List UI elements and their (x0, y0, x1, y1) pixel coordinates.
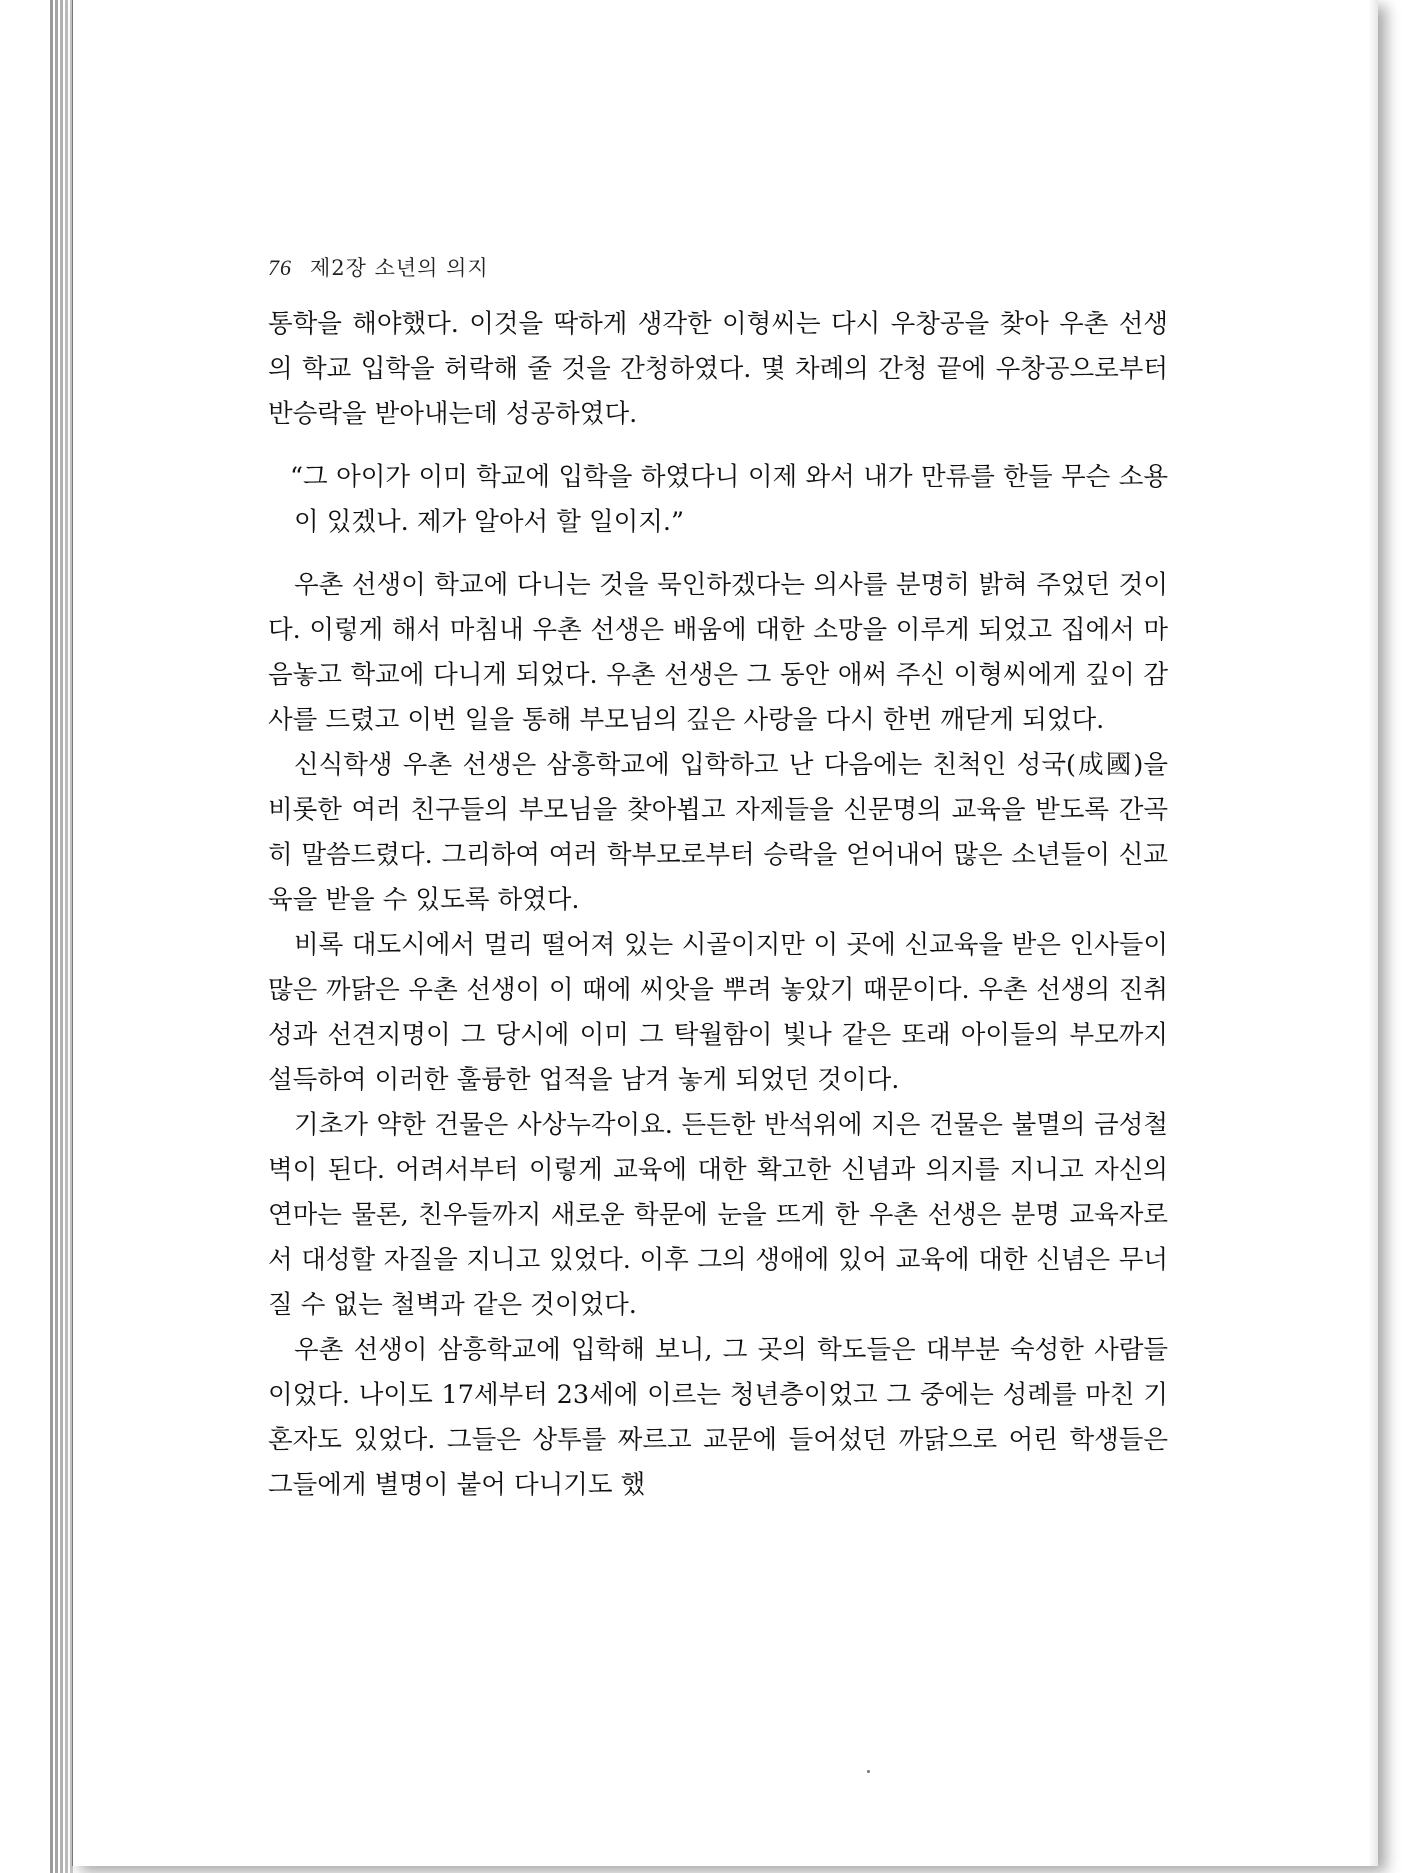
page-shade (1368, 0, 1378, 1866)
paragraph: 우촌 선생이 학교에 다니는 것을 묵인하겠다는 의사를 분명히 밝혀 주었던 것이다. 이렇게 해서 마침내 우촌 선생은 배움에 대한 소망을 이루게 되었고 집에서 마음놓고 학교에 다니게 되었다. 우촌 선생은 그 동안 애써 주신 이형씨에게 깊이 감사를 드렸고 이번 일을 통해 부모님의 깊은 사랑을 다시 한번 깨닫게 되었다. (268, 570, 1168, 735)
paragraph: 비록 대도시에서 멀리 떨어져 있는 시골이지만 이 곳에 신교육을 받은 인사들이 많은 까닭은 우촌 선생이 이 때에 씨앗을 뿌려 놓았기 때문이다. 우촌 선생의 진취성과 선견지명이 그 당시에 이미 그 탁월함이 빛나 같은 또래 아이들의 부모까지 설득하여 이러한 훌륭한 업적을 남겨 놓게 되었던 것이다. (268, 930, 1168, 1095)
paragraph: 기초가 약한 건물은 사상누각이요. 든든한 반석위에 지은 건물은 불멸의 금성철벽이 된다. 어려서부터 이렇게 교육에 대한 확고한 신념과 의지를 지니고 자신의 연마는 물론, 친우들까지 새로운 학문에 눈을 뜨게 한 우촌 선생은 분명 교육자로서 대성할 자질을 지니고 있었다. 이후 그의 생애에 있어 교육에 대한 신념은 무너질 수 없는 철벽과 같은 것이었다. (268, 1110, 1168, 1320)
scan-speck (867, 1770, 870, 1773)
running-header (268, 252, 489, 282)
quotation: “그 아이가 이미 학교에 입학을 하였다니 이제 와서 내가 만류를 한들 무슨 소용이 있겠나. 제가 알아서 할 일이지.” (290, 462, 1168, 537)
paragraph: 우촌 선생이 삼흥학교에 입학해 보니, 그 곳의 학도들은 대부분 숙성한 사람들이었다. 나이도 17세부터 23세에 이르는 청년층이었고 그 중에는 성례를 마친 기혼자도 있었다. 그들은 상투를 짜르고 교문에 들어섰던 까닭으로 어린 학생들은 그들에게 별명이 붙어 다니기도 했 (268, 1335, 1168, 1500)
page-number: 76 (268, 255, 292, 280)
page-edge (55, 0, 58, 1873)
page-edge (65, 0, 68, 1873)
page-edge (60, 0, 63, 1873)
page-edge (50, 0, 53, 1873)
page-body (268, 302, 1168, 1508)
paragraph: 통학을 해야했다. 이것을 딱하게 생각한 이형씨는 다시 우창공을 찾아 우촌 선생의 학교 입학을 허락해 줄 것을 간청하였다. 몇 차례의 간청 끝에 우창공으로부터 반승락을 받아내는데 성공하였다. (268, 309, 1168, 429)
paragraph: 신식학생 우촌 선생은 삼흥학교에 입학하고 난 다음에는 친척인 성국(成國)을 비롯한 여러 친구들의 부모님을 찾아뵙고 자제들을 신문명의 교육을 받도록 간곡히 말씀드렸다. 그리하여 여러 학부모로부터 승락을 얻어내어 많은 소년들이 신교육을 받을 수 있도록 하였다. (268, 750, 1168, 915)
chapter-title: 제2장 소년의 의지 (310, 256, 489, 280)
